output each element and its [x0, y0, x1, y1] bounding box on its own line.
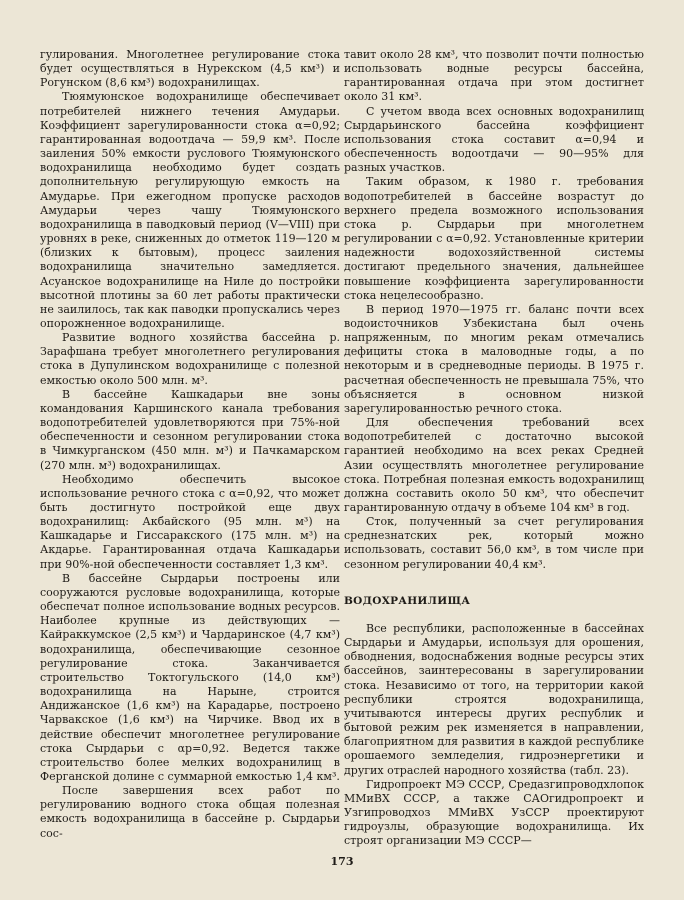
left-column [40, 48, 340, 841]
paragraph-continuation: гулирования. Многолетнее регулирование стока будет осуществляться в Нурекском (4,5 км³) и Рогунском (8,6 км³) водохранилищах. [40, 48, 340, 90]
paragraph: В бассейне Сырдарьи построены или сооружаются русловые водохранилища, которые обеспечат полное использование водных ресурсов. Наиболее крупные из действующих — Кайраккумское (2,5 км³) и Чардаринское (4,7 км³) водохранилища, обеспечивающие сезонное регулирование стока. Заканчивается строительство Токтогульского (14,0 км³) водохранилища на Нарыне, строится Андижанское (1,6 км³) на Карадарье, построено Чарвакское (1,6 км³) на Чирчике. Ввод их в действие обеспечит многолетнее регулирование стока Сырдарьи с αр=0,92. Ведется также строительство более мелких водохранилищ в Ферганской долине с суммарной емкостью 1,4 км³. [40, 571, 340, 783]
paragraph: В период 1970—1975 гг. баланс почти всех водоисточников Узбекистана был очень напряженным, по многим рекам отмечались дефициты стока в маловодные годы, а по некоторым и в средневодные периоды. В 1975 г. расчетная обеспеченность не превышала 75%, что объясняется в основном низкой зарегулированностью речного стока. [344, 302, 644, 415]
paragraph-continuation: тавит около 28 км³, что позволит почти полностью использовать водные ресурсы бассейна, гарантированная отдача при этом достигнет около 31 км³. [344, 48, 644, 104]
paragraph: Для обеспечения требований всех водопотребителей с достаточно высокой гарантией необходимо на всех реках Средней Азии осуществлять многолетнее регулирование стока. Потребная полезная емкость водохранилищ должна составить около 50 км³, что обеспечит гарантированную отдачу в объеме 104 км³ в год. [344, 416, 644, 514]
section-heading: ВОДОХРАНИЛИЩА [344, 594, 471, 607]
paragraph: С учетом ввода всех основных водохранилищ Сырдарьинского бассейна коэффициент использования стока составит α=0,94 и обеспеченность водоотдачи — 90—95% для разных участков. [344, 104, 644, 175]
right-column [344, 48, 644, 848]
paragraph: После завершения всех работ по регулированию водного стока общая полезная емкость водохранилища в бассейне р. Сырдарьи сос- [40, 784, 340, 840]
paragraph: Развитие водного хозяйства бассейна р. Зарафшана требует многолетнего регулирования стока в Дупулинском водохранилище с полезной емкостью около 500 млн. м³. [40, 331, 340, 387]
paragraph: Все республики, расположенные в бассейнах Сырдарьи и Амударьи, используя для орошения, обводнения, водоснабжения водные ресурсы этих бассейнов, заинтересованы в зарегулировании стока. Независимо от того, на территории какой республики строятся водохранилища, учитываются интересы других республик и бытовой режим рек изменяется в направлении, благоприятном для развития в каждой республике орошаемого земледелия, гидроэнергетики и других отраслей народного хозяйства (табл. 23). [344, 621, 644, 777]
section-spacer [344, 572, 644, 594]
paragraph: В бассейне Кашкадарьи вне зоны командования Каршинского канала требования водопотребителей удовлетворяются при 75%-ной обеспеченности и сезонном регулировании стока в Чимкурганском (450 млн. м³) и Пачкамарском (270 млн. м³) водохранилищах. [40, 387, 340, 472]
paragraph: Необходимо обеспечить высокое использование речного стока с α=0,92, что может быть достигнуто постройкой еще двух водохранилищ: Акбайского (95 млн. м³) на Кашкадарье и Гиссаракского (175 млн. м³) на Акдарье. Гарантированная отдача Кашкадарьи при 90%-ной обеспеченности составляет 1,3 км³. [40, 472, 340, 571]
page-number: 173 [330, 855, 354, 868]
paragraph: Тюямуюнское водохранилище обеспечивает потребителей нижнего течения Амударьи. Коэффициент зарегулированности стока α=0,92; гарантированная водоотдача — 59,9 км³. После заиления 50% емкости руслового Тюямуюнского водохранилища необходимо будет создать дополнительную регулирующую емкость на Амударье. При ежегодном пропуске расходов Амударьи через чашу Тюямуюнского водохранилища в паводковый период (V—VIII) при уровнях в реке, сниженных до отметок 119—120 м (близких к бытовым), процесс заиления водохранилища значительно замедляется. Асуанское водохранилище на Ниле до постройки высотной плотины за 60 лет работы практически не заилилось, так как паводки пропускались через опорожненное водохранилище. [40, 90, 340, 330]
paragraph: Сток, полученный за счет регулирования среднезнатских рек, который можно использовать, составит 56,0 км³, в том числе при сезонном регулировании 40,4 км³. [344, 515, 644, 571]
paragraph: Таким образом, к 1980 г. требования водопотребителей в бассейне возрастут до верхнего предела возможного использования стока р. Сырдарьи при многолетнем регулировании с α=0,92. Установленные критерии надежности водохозяйственной системы достигают предельного значения, дальнейшее повышение коэффициента зарегулированности стока нецелесообразно. [344, 175, 644, 302]
paragraph: Гидропроект МЭ СССР, Средазгипроводхлопок ММиВХ СССР, а также САОгидропроект и Узгипроводхоз ММиВХ УзССР проектируют гидроузлы, образующие водохранилища. Их строят организации МЭ СССР— [344, 777, 644, 848]
